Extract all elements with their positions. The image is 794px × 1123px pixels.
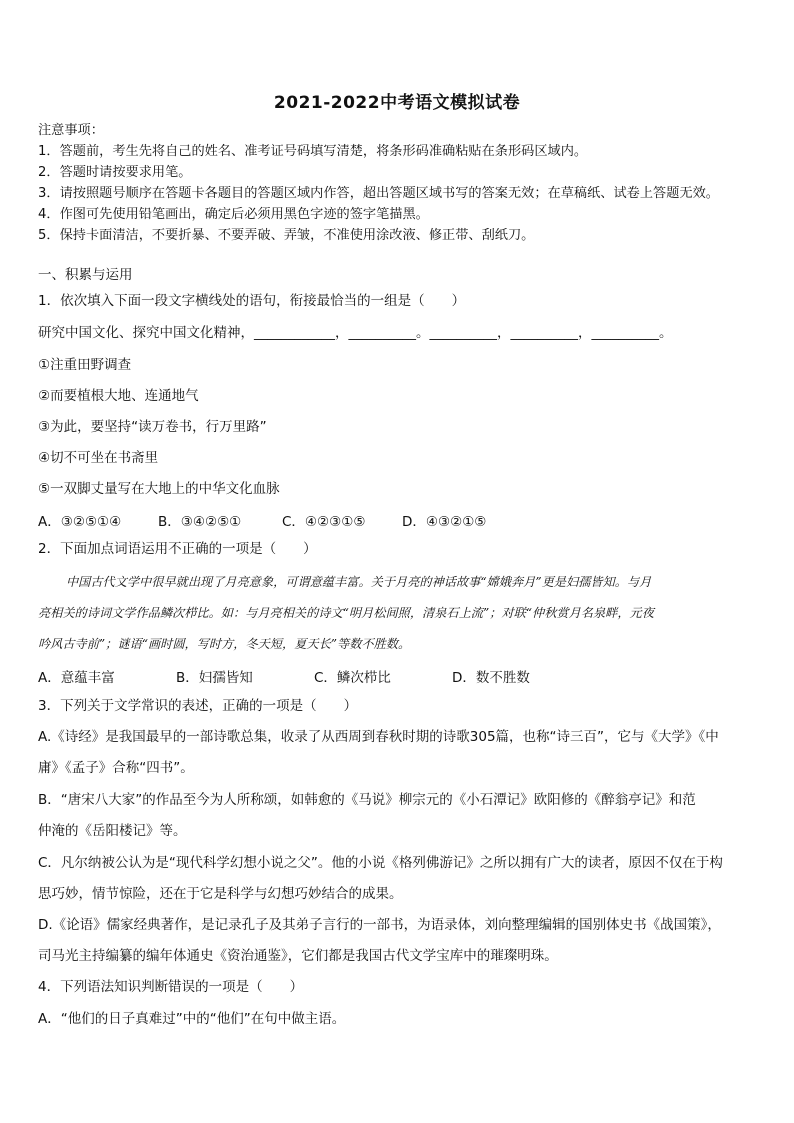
notes-item: 4．作图可先使用铅笔画出，确定后必须用黑色字迹的签字笔描黑。	[38, 207, 429, 222]
question-2-passage-line: 亮相关的诗词文学作品鳞次栉比。如：与月亮相关的诗文“明月松间照，清泉石上流”；对联“仲秋赏月名泉畔，元夜	[38, 606, 654, 620]
question-1-item: ④切不可坐在书斋里	[38, 450, 159, 466]
question-2-stem: 2．下面加点词语运用不正确的一项是（ ）	[38, 541, 317, 557]
notes-item: 1．答题前，考生先将自己的姓名、准考证号码填写清楚，将条形码准确粘贴在条形码区域内。	[38, 144, 588, 159]
option-a: A．③②⑤①④	[38, 514, 122, 530]
question-4-stem: 4．下列语法知识判断错误的一项是（ ）	[38, 979, 304, 995]
section-heading: 一、积累与运用	[38, 267, 133, 283]
question-1-item: ②而要植根大地、连通地气	[38, 388, 199, 404]
question-3-line: 庸》《孟子》合称“四书”。	[38, 760, 194, 776]
question-3-line: D.《论语》儒家经典著作，是记录孔子及其弟子言行的一部书，为语录体，刘向整理编辑的国别体史书《战国策》，	[38, 917, 721, 933]
notes-item: 5．保持卡面清洁，不要折暴、不要弄破、弄皱，不准使用涂改液、修正带、刮纸刀。	[38, 228, 535, 243]
notes-item: 3．请按照题号顺序在答题卡各题目的答题区域内作答，超出答题区域书写的答案无效；在草稿纸、试卷上答题无效。	[38, 186, 719, 201]
question-3-line: 思巧妙，情节惊险，还在于它是科学与幻想巧妙结合的成果。	[38, 886, 403, 902]
question-3-line: A.《诗经》是我国最早的一部诗歌总集，收录了从西周到春秋时期的诗歌305篇，也称“诗三百”，它与《大学》《中	[38, 729, 719, 745]
question-1-item: ①注重田野调查	[38, 357, 132, 373]
option-b: B．妇孺皆知	[176, 670, 253, 686]
question-1-text: 研究中国文化、探究中国文化精神，____________，__________。__________，__________，__________。	[38, 325, 673, 341]
question-1-stem: 1．依次填入下面一段文字横线处的语句，衔接最恰当的一组是（ ）	[38, 293, 466, 309]
notes-heading: 注意事项：	[38, 123, 104, 138]
question-3-line: B．“唐宋八大家”的作品至今为人所称颂，如韩愈的《马说》柳宗元的《小石潭记》欧阳修的《醉翁亭记》和范	[38, 792, 696, 808]
option-d: D．数不胜数	[452, 670, 530, 686]
option-c: C．④②③①⑤	[282, 514, 366, 530]
notes-item: 2．答题时请按要求用笔。	[38, 165, 192, 180]
question-1-item: ③为此，要坚持“读万卷书，行万里路”	[38, 419, 267, 435]
option-d: D．④③②①⑤	[402, 514, 487, 530]
question-1-item: ⑤一双脚丈量写在大地上的中华文化血脉	[38, 481, 280, 497]
option-c: C．鳞次栉比	[314, 670, 391, 686]
question-3-line: C．凡尔纳被公认为是“现代科学幻想小说之父”。他的小说《格列佛游记》之所以拥有广大的读者，原因不仅在于构	[38, 855, 723, 871]
page-title: 2021-2022中考语文模拟试卷	[273, 93, 521, 113]
question-4-option: A．“他们的日子真难过”中的“他们”在句中做主语。	[38, 1011, 346, 1027]
question-2-options	[38, 666, 530, 686]
option-b: B．③④②⑤①	[158, 514, 242, 530]
option-a: A．意蕴丰富	[38, 670, 115, 686]
question-3-line: 仲淹的《岳阳楼记》等。	[38, 823, 187, 839]
question-3-stem: 3．下列关于文学常识的表述，正确的一项是（ ）	[38, 698, 358, 714]
question-2-passage-line: 中国古代文学中很早就出现了月亮意象，可谓意蕴丰富。关于月亮的神话故事“嫦娥奔月”更是妇孺皆知。与月	[66, 575, 652, 589]
question-1-options	[38, 510, 486, 530]
question-2-passage-line: 吟风古寺前”；谜语“画时圆，写时方，冬天短，夏天长”等数不胜数。	[38, 637, 411, 651]
question-3-line: 司马光主持编纂的编年体通史《资治通鉴》，它们都是我国古代文学宝库中的璀璨明珠。	[38, 948, 558, 964]
